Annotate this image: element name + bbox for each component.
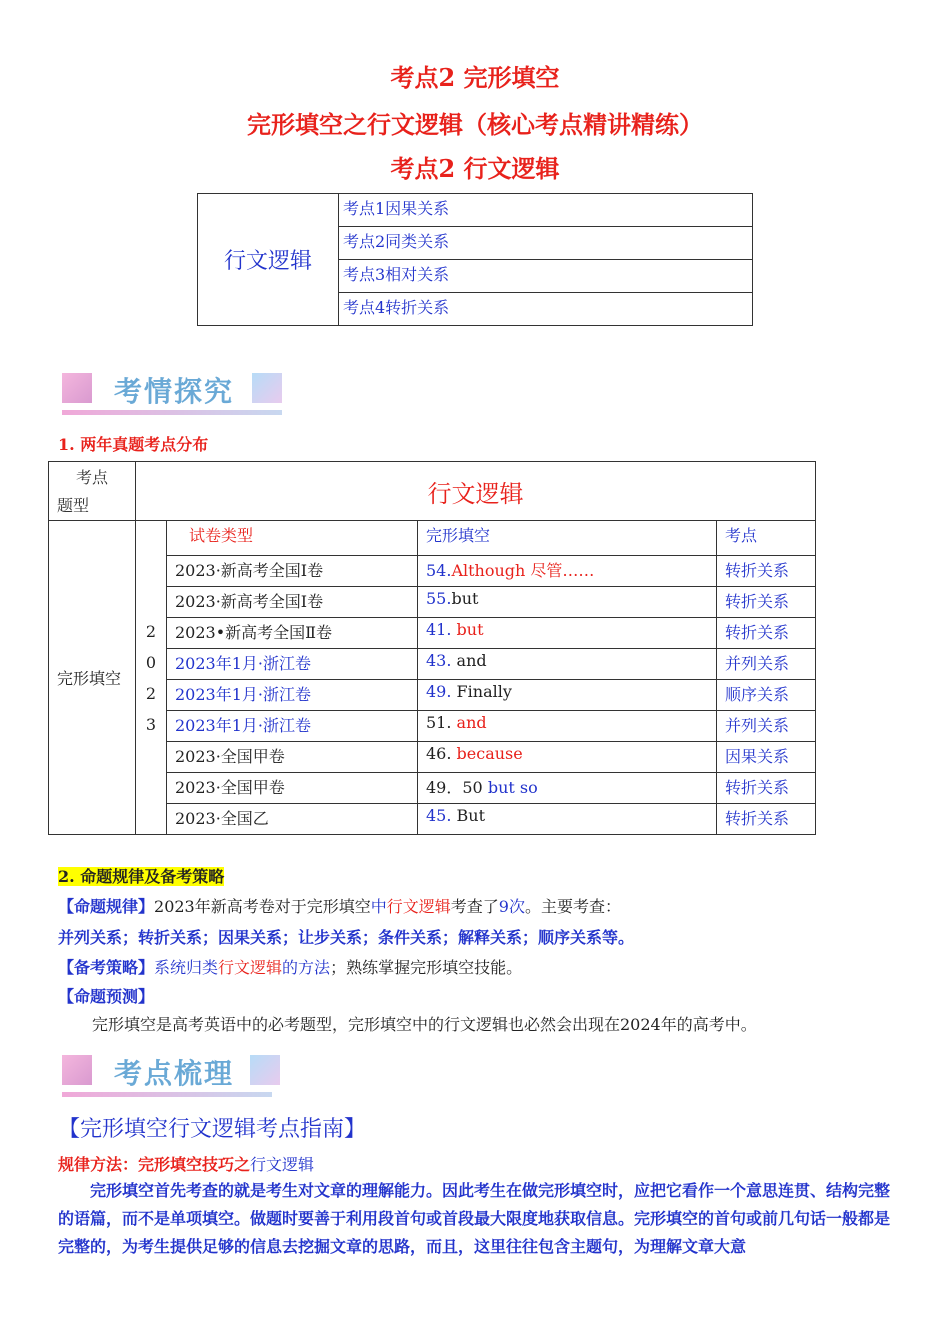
question-number: 54. xyxy=(426,561,452,580)
paper-cell: 2023年1月·浙江卷 xyxy=(167,711,418,742)
point-cell: 因果关系 xyxy=(717,742,816,773)
year-digit: 3 xyxy=(145,714,157,734)
point-cell: 并列关系 xyxy=(717,711,816,742)
banner-right-decor xyxy=(250,1055,280,1085)
corner-cell xyxy=(49,462,136,521)
section1-heading: 1. 两年真题考点分布 xyxy=(58,435,209,454)
question-number: 41. xyxy=(426,620,452,639)
main-header: 行文逻辑 xyxy=(136,462,816,521)
rule-label: 【命题规律】 xyxy=(58,897,155,916)
corner-bottom: 题型 xyxy=(57,496,90,515)
point-cell: 转折关系 xyxy=(717,587,816,618)
paper-cell: 2023年1月·浙江卷 xyxy=(167,649,418,680)
paper-cell: 2023·新高考全国Ⅰ卷 xyxy=(167,556,418,587)
question-number: 51. xyxy=(426,713,452,732)
paper-cell: 2023·全国乙 xyxy=(167,804,418,835)
col-header-point: 考点 xyxy=(717,521,816,556)
document-subtitle: 完形填空之行文逻辑（核心考点精讲精练） xyxy=(247,110,703,139)
question-number: 45. xyxy=(426,806,452,825)
answer-text: Although 尽管…… xyxy=(451,561,595,580)
outline-item: 考点4转折关系 xyxy=(339,293,753,326)
question-number: 55. xyxy=(426,589,452,608)
point-cell: 转折关系 xyxy=(717,618,816,649)
year-digit: 2 xyxy=(145,683,157,703)
banner-left-decor xyxy=(62,373,92,403)
question-number: 46. xyxy=(426,744,452,763)
strategy-label: 【备考策略】 xyxy=(58,958,155,977)
year-cell xyxy=(136,521,167,835)
question-number: 49. xyxy=(426,682,452,701)
answer-text: but so xyxy=(482,778,538,797)
answer-text: Finally xyxy=(451,682,512,701)
banner-underline xyxy=(62,1092,272,1097)
year-digit: 2 xyxy=(145,621,157,641)
banner-label: 考情探究 xyxy=(114,375,235,408)
banner-key-points xyxy=(62,1052,292,1098)
banner-left-decor xyxy=(62,1055,92,1085)
paper-cell: 2023·全国甲卷 xyxy=(167,742,418,773)
col-header-cloze: 完形填空 xyxy=(418,521,717,556)
distribution-table xyxy=(48,461,816,835)
banner-right-decor xyxy=(252,373,282,403)
outline-table xyxy=(197,193,753,326)
corner-top: 考点 xyxy=(75,468,108,487)
question-number: 49．50 xyxy=(426,778,483,797)
paper-cell: 2023年1月·浙江卷 xyxy=(167,680,418,711)
answer-text: But xyxy=(451,806,486,825)
point-cell: 转折关系 xyxy=(717,773,816,804)
point-cell: 顺序关系 xyxy=(717,680,816,711)
banner-exam-analysis xyxy=(62,370,292,416)
answer-text: and xyxy=(451,651,487,670)
guide-paragraph: 完形填空首先考查的就是考生对文章的理解能力。因此考生在做完形填空时，应把它看作一个意思连贯、结构完整的语篇，而不是单项填空。做题时要善于利用段首句或首段最大限度地获取信息。完形填空的首句或前几句话一般都是完整的，为考生提供足够的信息去挖掘文章的思路，而且，这里往往包含主题句，为理解文章大意 xyxy=(58,1181,891,1256)
paper-cell: 2023•新高考全国Ⅱ卷 xyxy=(167,618,418,649)
outline-left-label: 行文逻辑 xyxy=(198,194,339,326)
answer-text: because xyxy=(451,744,523,763)
strategy-line: 【备考策略】系统归类行文逻辑的方法；熟练掌握完形填空技能。 xyxy=(58,958,523,977)
paper-cell: 2023·新高考全国Ⅰ卷 xyxy=(167,587,418,618)
outline-item: 考点3相对关系 xyxy=(339,260,753,293)
method-line xyxy=(58,1152,314,1175)
point-cell: 并列关系 xyxy=(717,649,816,680)
rule-line: 【命题规律】2023年新高考卷对于完形填空中行文逻辑考查了9次。主要考查： xyxy=(58,897,621,916)
answer-text: and xyxy=(451,713,487,732)
document-title: 考点2 完形填空 xyxy=(390,63,560,92)
outline-item: 考点2同类关系 xyxy=(339,227,753,260)
banner-underline xyxy=(62,410,282,415)
question-number: 43. xyxy=(426,651,452,670)
rule-list: 并列关系；转折关系；因果关系；让步关系；条件关系；解释关系；顺序关系等。 xyxy=(58,928,635,947)
year-digit: 0 xyxy=(145,652,157,672)
answer-text: but xyxy=(451,589,479,608)
point-cell: 转折关系 xyxy=(717,556,816,587)
point-cell: 转折关系 xyxy=(717,804,816,835)
col-header-paper: 试卷类型 xyxy=(167,521,418,556)
outline-item: 考点1因果关系 xyxy=(339,194,753,227)
method-label: 规律方法：完形填空技巧之 xyxy=(58,1155,251,1174)
answer-text: but xyxy=(451,620,484,639)
method-topic: 行文逻辑 xyxy=(250,1155,315,1174)
guide-heading: 【完形填空行文逻辑考点指南】 xyxy=(58,1117,367,1142)
row-label: 完形填空 xyxy=(49,521,136,835)
predict-label: 【命题预测】 xyxy=(58,987,155,1006)
paper-cell: 2023·全国甲卷 xyxy=(167,773,418,804)
section2-heading: 2. 命题规律及备考策略 xyxy=(58,867,225,886)
banner-label: 考点梳理 xyxy=(114,1057,235,1090)
predict-text: 完形填空是高考英语中的必考题型，完形填空中的行文逻辑也必然会出现在2024年的高考中。 xyxy=(92,1015,757,1034)
section-title: 考点2 行文逻辑 xyxy=(390,154,560,183)
